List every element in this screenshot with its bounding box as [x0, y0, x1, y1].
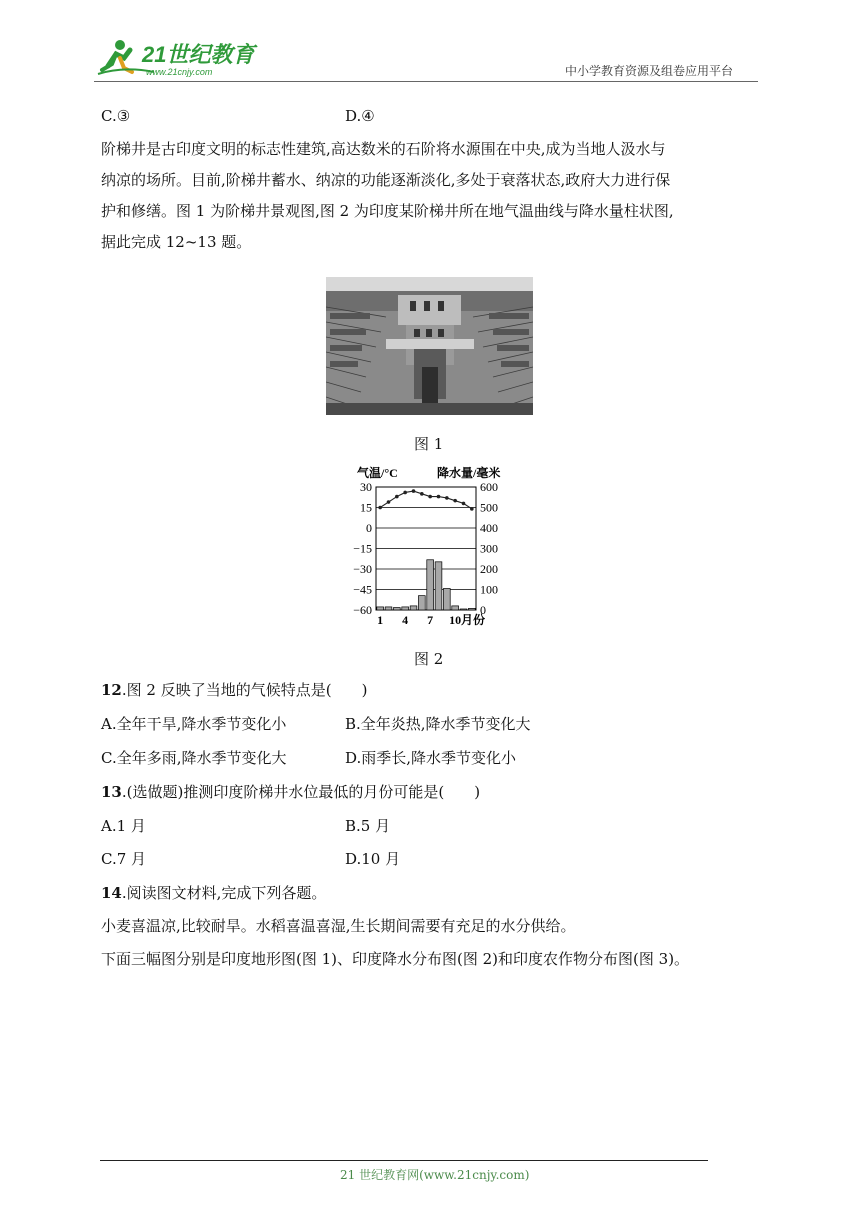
- logo-brand: 21世纪教育: [142, 42, 255, 67]
- x-tick-label: 4: [402, 613, 409, 627]
- header-divider: [94, 81, 758, 82]
- precip-bar: [377, 607, 384, 610]
- q12-option-a: A.全年干旱,降水季节变化小: [101, 715, 287, 733]
- q13-stem: [101, 779, 480, 805]
- q12-stem: [101, 677, 367, 703]
- right-axis-label: 降水量/毫米: [437, 466, 501, 480]
- q12-number: 12: [101, 681, 122, 699]
- x-axis-label: 月份: [461, 613, 486, 627]
- precip-bar: [385, 607, 392, 610]
- temp-tick-label: −15: [353, 541, 372, 556]
- temp-tick-label: 30: [360, 480, 372, 494]
- precip-bar: [402, 607, 409, 610]
- precip-bar: [443, 588, 450, 610]
- temperature-point: [403, 491, 407, 495]
- temperature-point: [453, 499, 457, 503]
- footer-divider: [100, 1160, 708, 1161]
- temperature-line: [380, 491, 472, 509]
- precip-tick-label: 400: [480, 521, 498, 535]
- precip-bar: [418, 596, 425, 610]
- q13-number: 13: [101, 783, 122, 801]
- temperature-point: [412, 489, 416, 493]
- q13-option-c: C.7 月: [101, 850, 147, 868]
- site-logo: [94, 36, 264, 80]
- temperature-point: [445, 496, 449, 500]
- temperature-point: [428, 495, 432, 499]
- temperature-point: [420, 492, 424, 496]
- precip-bar: [435, 562, 442, 610]
- precip-bar: [410, 606, 417, 610]
- footer-text: 21 世纪教育网(www.21cnjy.com): [340, 1168, 530, 1182]
- temp-tick-label: −30: [353, 562, 372, 576]
- precip-tick-label: 0: [480, 603, 486, 617]
- precipitation-bars: [377, 560, 475, 610]
- chart-gridlines: [376, 508, 476, 590]
- fig2-caption: 图 2: [414, 650, 444, 668]
- q13-stem-text: .(选做题)推测印度阶梯井水位最低的月份可能是( ): [121, 783, 481, 801]
- precip-tick-label: 500: [480, 500, 498, 515]
- q12-option-d: D.雨季长,降水季节变化小: [345, 749, 517, 767]
- q14-stem: [101, 880, 326, 906]
- temperature-point: [378, 506, 382, 510]
- temp-tick-label: 0: [366, 521, 372, 535]
- precip-tick-label: 100: [480, 582, 498, 597]
- precipitation-axis-ticks: [480, 480, 498, 617]
- prev-option-d: D.④: [345, 107, 375, 125]
- precip-bar: [427, 560, 434, 610]
- q14-line-3: 下面三幅图分别是印度地形图(图 1)、印度降水分布图(图 2)和印度农作物分布图(图 3)。: [101, 950, 690, 968]
- header-platform-text: 中小学教育资源及组卷应用平台: [565, 64, 734, 78]
- temperature-point: [462, 502, 466, 506]
- q14-number: 14: [101, 884, 122, 902]
- q13-option-a: A.1 月: [101, 817, 146, 835]
- temperature-point: [437, 495, 441, 499]
- temp-tick-label: −45: [353, 582, 372, 597]
- precip-tick-label: 300: [480, 541, 498, 556]
- intro-line-2: 纳凉的场所。目前,阶梯井蓄水、纳凉的功能逐渐淡化,多处于衰落状态,政府大力进行保: [101, 171, 671, 189]
- precip-bar: [393, 608, 400, 610]
- x-axis-ticks: [377, 613, 461, 627]
- precip-bar: [468, 608, 475, 610]
- precip-tick-label: 200: [480, 562, 498, 576]
- x-tick-label: 7: [427, 613, 434, 627]
- temperature-point: [395, 495, 399, 499]
- stepwell-photo: [326, 277, 533, 415]
- x-tick-label: 10: [449, 613, 462, 627]
- temperature-point: [470, 507, 474, 511]
- temp-tick-label: 15: [360, 500, 372, 515]
- precip-bar: [452, 606, 459, 610]
- q12-option-c: C.全年多雨,降水季节变化大: [101, 749, 287, 767]
- q14-line-2: 小麦喜温凉,比较耐旱。水稻喜温喜湿,生长期间需要有充足的水分供给。: [101, 917, 576, 935]
- left-axis-label: 气温/°C: [357, 466, 398, 480]
- q13-option-b: B.5 月: [345, 817, 391, 835]
- temperature-axis-ticks: [353, 480, 372, 617]
- precip-tick-label: 600: [480, 480, 498, 494]
- intro-line-4: 据此完成 12~13 题。: [101, 233, 252, 251]
- q12-option-b: B.全年炎热,降水季节变化大: [345, 715, 531, 733]
- logo-url: www.21cnjy.com: [146, 67, 213, 77]
- intro-line-1: 阶梯井是古印度文明的标志性建筑,高达数米的石阶将水源围在中央,成为当地人汲水与: [101, 140, 666, 158]
- q13-option-d: D.10 月: [345, 850, 401, 868]
- q14-stem-text: .阅读图文材料,完成下列各题。: [121, 884, 327, 902]
- climate-chart: [345, 464, 520, 639]
- q12-stem-text: .图 2 反映了当地的气候特点是( ): [121, 681, 368, 699]
- fig1-caption: 图 1: [414, 435, 444, 453]
- x-tick-label: 1: [377, 613, 384, 627]
- intro-line-3: 护和修缮。图 1 为阶梯井景观图,图 2 为印度某阶梯井所在地气温曲线与降水量柱状图,: [101, 202, 674, 220]
- temperature-point: [387, 500, 391, 504]
- precip-bar: [460, 609, 467, 610]
- prev-option-c: C.③: [101, 107, 131, 125]
- temp-tick-label: −60: [353, 603, 372, 617]
